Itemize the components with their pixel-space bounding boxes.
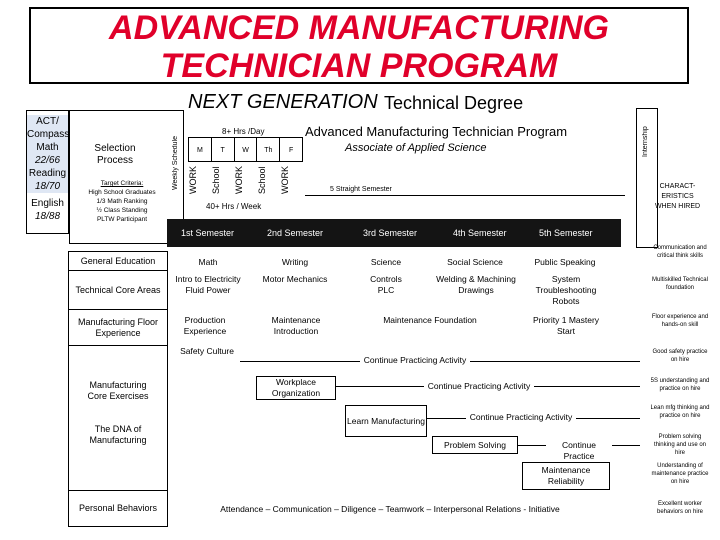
row-label-dna: The DNA of Manufacturing: [89, 424, 147, 445]
behaviors-text: Attendance – Communication – Diligence – Teamwork – Interpersonal Relations - Initiative: [220, 504, 560, 514]
selection-title: Selection Process: [94, 143, 136, 166]
gen-ed-cell: Public Speaking: [534, 257, 596, 267]
subtitle-degree: Technical Degree: [384, 93, 524, 113]
right-note: Communication and critical think skills: [653, 245, 707, 259]
floor-cell: Priority 1 Mastery Start: [532, 315, 600, 336]
activity-label: School: [257, 166, 267, 194]
day-label: Th: [257, 138, 280, 161]
dna-workplace-cont: Continue Practicing Activity: [424, 381, 534, 392]
activity-label: WORK: [280, 166, 290, 194]
floor-cell: Maintenance Foundation: [383, 315, 477, 325]
tech-cell: System Troubleshooting Robots: [535, 274, 597, 306]
day-label: T: [212, 138, 235, 161]
straight-line: [305, 195, 625, 196]
semester-1: 1st Semester: [181, 228, 235, 238]
program-title: Advanced Manufacturing Technician Program: [305, 124, 568, 139]
dna-problem-cont: Continue Practice: [546, 440, 612, 462]
dna-problem: Problem Solving: [432, 436, 518, 454]
dna-learn-cont: Continue Practicing Activity: [466, 412, 576, 423]
tech-cell: Welding & Machining Drawings: [436, 274, 516, 295]
tech-cell: Motor Mechanics: [262, 274, 328, 284]
day-label: W: [235, 138, 258, 161]
criteria-title: Target Criteria:: [100, 180, 144, 187]
row-label-tech-core: Technical Core Areas: [68, 270, 168, 310]
tech-cell: Controls PLC: [370, 274, 402, 295]
title-line-1: ADVANCED MANUFACTURING: [109, 9, 609, 47]
internship-box: [636, 108, 658, 248]
req-line-2: Compass: [27, 129, 70, 140]
requirements-box: [26, 110, 69, 234]
week-days: [188, 137, 303, 162]
characteristics-label: CHARACT-ERISTICS WHEN HIRED: [654, 183, 701, 210]
semester-bar: [167, 219, 621, 247]
floor-cell: Maintenance Introduction: [271, 315, 321, 336]
right-note: 5S understanding and practice on hire: [650, 378, 710, 392]
row-label-dna-group: [68, 345, 168, 491]
req-line-1: ACT/: [27, 115, 68, 128]
dna-learn: Learn Manufacturing: [345, 405, 427, 437]
semester-4: 4th Semester: [453, 228, 507, 238]
right-note: Floor experience and hands-on skill: [651, 314, 709, 328]
right-note: Multiskilled Technical foundation: [652, 277, 708, 291]
activity-label: WORK: [188, 166, 198, 194]
criteria-item: PLTW Participant: [96, 216, 148, 223]
row-label-gen-ed: General Education: [68, 251, 168, 271]
right-note: Good safety practice on hire: [652, 349, 708, 363]
dna-safety-cont: Continue Practicing Activity: [360, 355, 470, 366]
internship-label: Internship: [642, 126, 649, 158]
criteria-item: ½ Class Standing: [96, 207, 148, 214]
row-label-personal: Personal Behaviors: [68, 490, 168, 527]
title-box: [29, 7, 689, 84]
req-line-6: 18/70: [27, 180, 68, 193]
program-degree: Associate of Applied Science: [345, 142, 487, 154]
gen-ed-cell: Writing: [281, 257, 309, 267]
hrs-per-day: 8+ Hrs /Day: [222, 127, 265, 136]
req-line-8: 18/88: [34, 211, 61, 222]
tech-cell: Intro to Electricity Fluid Power: [175, 274, 241, 295]
right-note: Understanding of maintenance practice on hire: [651, 463, 709, 485]
row-label-mfg-floor: Manufacturing Floor Experience: [68, 309, 168, 346]
criteria-item: High School Graduates: [88, 189, 156, 196]
req-line-5: Reading: [28, 168, 67, 179]
semester-2: 2nd Semester: [267, 228, 324, 238]
right-note: Lean mfg thinking and practice on hire: [650, 405, 710, 419]
semester-5: 5th Semester: [539, 228, 593, 238]
gen-ed-cell: Math: [198, 257, 218, 267]
dna-workplace: Workplace Organization: [256, 376, 336, 400]
day-label: F: [288, 147, 294, 154]
floor-cell: Production Experience: [183, 315, 227, 336]
day-label: M: [189, 138, 212, 161]
dna-safety: Safety Culture: [180, 346, 234, 356]
right-note: Excellent worker behaviors on hire: [656, 501, 704, 515]
criteria-item: 1/3 Math Ranking: [96, 198, 148, 205]
title-line-2: TECHNICIAN PROGRAM: [160, 47, 558, 85]
weekly-schedule-label: Weekly Schedule: [172, 136, 179, 190]
hrs-per-week: 40+ Hrs / Week: [206, 202, 262, 211]
activity-label: School: [211, 166, 221, 194]
req-line-3: Math: [27, 141, 68, 154]
req-line-7: English: [31, 198, 64, 209]
right-note: Problem solving thinking and use on hire: [653, 434, 707, 456]
subtitle: NEXT GENERATION: [188, 91, 378, 113]
semester-3: 3rd Semester: [363, 228, 418, 238]
row-label-core-exercises: Manufacturing Core Exercises: [87, 380, 149, 401]
criteria-list: [72, 179, 172, 224]
dna-maint: Maintenance Reliability: [522, 462, 610, 490]
req-line-4: 22/66: [27, 154, 68, 167]
gen-ed-cell: Science: [370, 257, 402, 267]
gen-ed-cell: Social Science: [447, 257, 503, 267]
activity-label: WORK: [234, 166, 244, 194]
straight-semester: 5 Straight Semester: [330, 186, 392, 193]
week-activities: [188, 162, 303, 198]
